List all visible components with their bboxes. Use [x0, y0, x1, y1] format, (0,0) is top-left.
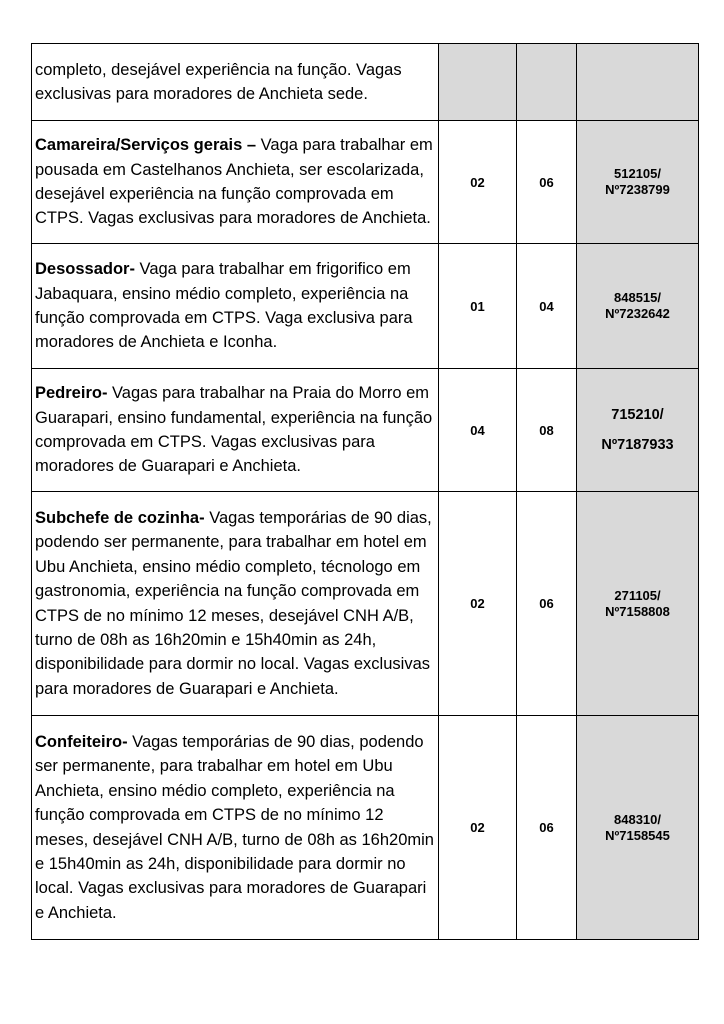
vacancies-cell: 04 [439, 369, 517, 492]
cbo-code: 848310/ [614, 811, 661, 827]
table-row [32, 121, 699, 244]
job-text: Vagas temporárias de 90 dias, podendo ser permanente, para trabalhar em hotel em Ubu Anchieta, ensino médio completo, experiência na função comprovada em CTPS de no mínimo 12 meses, desejável CNH A/B, turno de 08h as 16h20min e 15h40min as 24h, disponibilidade para dormir no local. Vagas exclusivas para moradores de Guarapari e Anchieta. [35, 732, 434, 922]
job-description [32, 121, 439, 244]
job-text: Vaga para trabalhar em pousada em Castelhanos Anchieta, ser escolarizada, desejável experiência na função comprovada em CTPS. Vagas exclusivas para moradores de Anchieta. [35, 136, 433, 228]
job-title: Subchefe de cozinha- [35, 508, 205, 527]
job-text: Vaga para trabalhar em frigorifico em Jabaquara, ensino médio completo, experiência na função comprovada em CTPS. Vaga exclusiva para moradores de Anchieta e Iconha. [35, 260, 413, 352]
count-cell [517, 44, 577, 121]
code-cell [577, 121, 699, 244]
cbo-code: 512105/ [614, 166, 661, 181]
job-title: Camareira/Serviços gerais – [35, 136, 257, 155]
vacancies-cell: 01 [439, 244, 517, 369]
job-vacancies-table [31, 43, 699, 940]
job-text: Vagas para trabalhar na Praia do Morro em Guarapari, ensino fundamental, experiência na função comprovada em CTPS. Vagas exclusivas para moradores de Guarapari e Anchieta. [35, 384, 433, 476]
job-text: completo, desejável experiência na função. Vagas exclusivas para moradores de Anchieta sede. [35, 60, 402, 103]
vacancies-cell: 02 [439, 492, 517, 716]
vacancy-number: Nº7158545 [605, 827, 670, 843]
job-title: Pedreiro- [35, 384, 108, 403]
vacancy-number: Nº7158808 [605, 603, 670, 619]
count-cell: 06 [517, 492, 577, 716]
code-cell [577, 44, 699, 121]
job-title: Desossador- [35, 260, 135, 279]
table-row [32, 244, 699, 369]
job-description [32, 244, 439, 369]
count-cell: 06 [517, 716, 577, 940]
table-row [32, 716, 699, 940]
vacancies-cell [439, 44, 517, 121]
count-cell: 06 [517, 121, 577, 244]
vacancies-cell: 02 [439, 716, 517, 940]
code-cell [577, 716, 699, 940]
table-row [32, 369, 699, 492]
code-cell [577, 369, 699, 492]
cbo-code: 715210/ [611, 407, 664, 423]
code-cell [577, 244, 699, 369]
job-description [32, 44, 439, 121]
code-cell [577, 492, 699, 716]
cbo-code: 271105/ [614, 587, 661, 603]
count-cell: 08 [517, 369, 577, 492]
table-row [32, 44, 699, 121]
job-description [32, 492, 439, 716]
cbo-code: 848515/ [614, 290, 661, 305]
job-text: Vagas temporárias de 90 dias, podendo ser permanente, para trabalhar em hotel em Ubu Anchieta, ensino médio completo, técnologo em gastronomia, experiência na função comprovada em CTPS de no mínimo 12 meses, desejável CNH A/B, turno de 08h as 16h20min e 15h40min as 24h, disponibilidade para dormir no local. Vagas exclusivas para moradores de Guarapari e Anchieta. [35, 508, 432, 698]
job-title: Confeiteiro- [35, 732, 128, 751]
count-cell: 04 [517, 244, 577, 369]
vacancy-number: Nº7238799 [605, 182, 670, 197]
table-row [32, 492, 699, 716]
vacancy-number: Nº7232642 [605, 306, 670, 321]
job-description [32, 369, 439, 492]
job-description [32, 716, 439, 940]
vacancy-number: Nº7187933 [601, 437, 674, 453]
vacancies-cell: 02 [439, 121, 517, 244]
